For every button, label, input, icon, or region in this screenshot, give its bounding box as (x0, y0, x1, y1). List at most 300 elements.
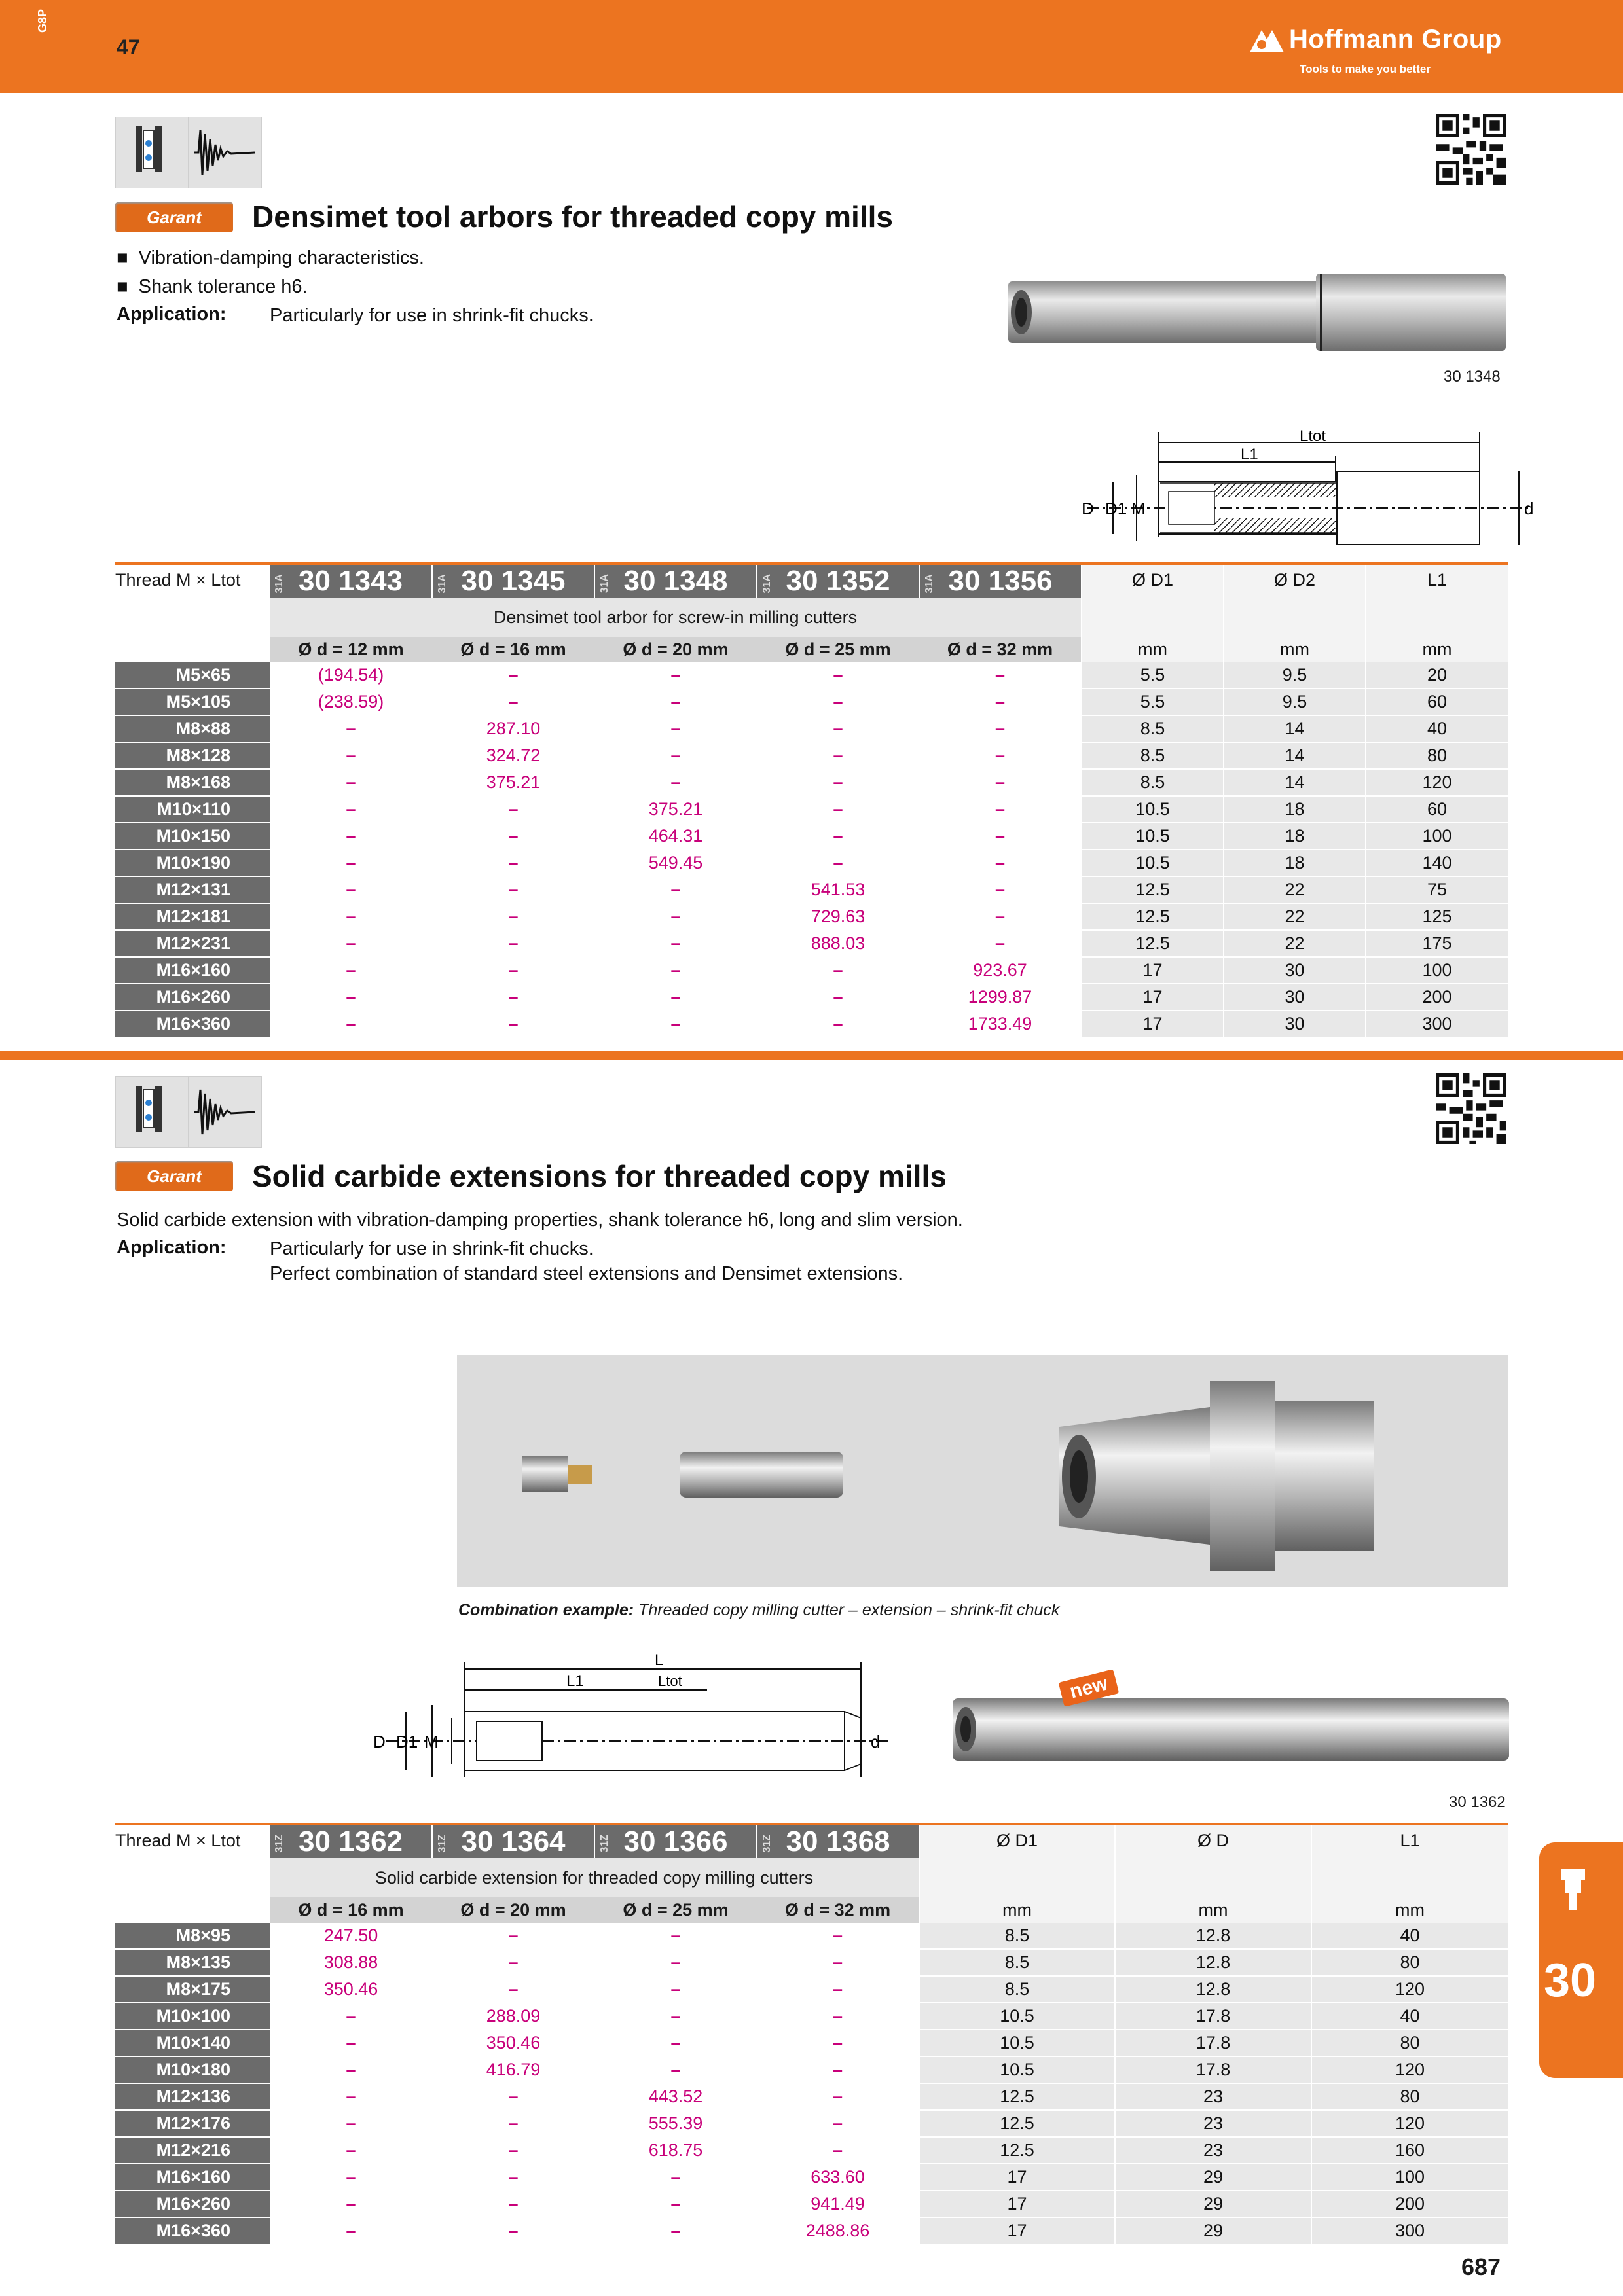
dimension-cell: 175 (1366, 930, 1508, 957)
drawing1-D: D (1082, 499, 1094, 518)
dimension-cell: 22 (1224, 876, 1366, 903)
price-cell: 464.31 (594, 823, 757, 850)
hoffmann-logo-icon (1247, 26, 1285, 55)
dimension-cell: 40 (1366, 715, 1508, 742)
table-row (115, 2137, 1508, 2164)
not-available-cell: – (270, 2191, 432, 2217)
not-available-cell: – (919, 930, 1082, 957)
dimension-cell: 120 (1311, 2056, 1508, 2083)
row-label: M8×95 (115, 1923, 270, 1949)
not-available-cell: – (757, 2083, 919, 2110)
section1-bullet1: ■ Vibration-damping characteristics. (117, 247, 424, 268)
unit-L1: mm (1366, 637, 1508, 662)
price-cell: 375.21 (432, 769, 594, 796)
row-label: M8×175 (115, 1976, 270, 2003)
drawing2-D: D (373, 1732, 386, 1751)
dimension-cell: 12.5 (1082, 930, 1224, 957)
not-available-cell: – (270, 2110, 432, 2137)
not-available-cell: – (432, 2164, 594, 2191)
table-row (115, 2164, 1508, 2191)
table-row (115, 876, 1508, 903)
not-available-cell: – (594, 662, 757, 689)
unit2-D: mm (1115, 1897, 1311, 1923)
table-row (115, 1976, 1508, 2003)
dimension-cell: 10.5 (1082, 796, 1224, 823)
qr-code-icon (1436, 114, 1506, 185)
not-available-cell: – (757, 1011, 919, 1037)
not-available-cell: – (432, 2191, 594, 2217)
diameter2-16: Ø d = 16 mm (270, 1897, 432, 1923)
qr-code-icon-2 (1436, 1073, 1506, 1144)
row-label: M12×176 (115, 2110, 270, 2137)
table-row (115, 850, 1508, 876)
table-row (115, 930, 1508, 957)
row-label: M12×216 (115, 2137, 270, 2164)
drawing1-M: M (1131, 499, 1146, 518)
not-available-cell: – (594, 876, 757, 903)
price-cell: 729.63 (757, 903, 919, 930)
unit-D1: mm (1082, 637, 1224, 662)
dimension-cell: 9.5 (1224, 689, 1366, 715)
not-available-cell: – (432, 2217, 594, 2244)
not-available-cell: – (919, 796, 1082, 823)
dimension-cell: 120 (1366, 769, 1508, 796)
row-label: M10×110 (115, 796, 270, 823)
not-available-cell: – (919, 662, 1082, 689)
dimension-cell: 14 (1224, 769, 1366, 796)
extension-image (949, 1695, 1512, 1764)
price-cell: 1299.87 (919, 984, 1082, 1011)
price-cell: 888.03 (757, 930, 919, 957)
not-available-cell: – (757, 662, 919, 689)
not-available-cell: – (270, 2056, 432, 2083)
row-label: M8×88 (115, 715, 270, 742)
not-available-cell: – (270, 823, 432, 850)
price-cell: 541.53 (757, 876, 919, 903)
not-available-cell: – (594, 2030, 757, 2056)
not-available-cell: – (432, 2110, 594, 2137)
not-available-cell: – (432, 2083, 594, 2110)
brand-logo (1247, 25, 1502, 55)
not-available-cell: – (270, 715, 432, 742)
dimension-cell: 40 (1311, 2003, 1508, 2030)
dimension-cell: 120 (1311, 2110, 1508, 2137)
dimension-cell: 12.5 (919, 2137, 1115, 2164)
table-row (115, 2030, 1508, 2056)
not-available-cell: – (432, 957, 594, 984)
dimension-cell: 200 (1366, 984, 1508, 1011)
diameter-16: Ø d = 16 mm (432, 637, 594, 662)
row-label: M8×128 (115, 742, 270, 769)
drawing1-d: d (1524, 499, 1534, 518)
arbor-technical-drawing (1074, 423, 1545, 554)
row-label: M10×150 (115, 823, 270, 850)
not-available-cell: – (757, 742, 919, 769)
not-available-cell: – (432, 823, 594, 850)
table-row (115, 2056, 1508, 2083)
not-available-cell: – (594, 2217, 757, 2244)
row-label: M12×181 (115, 903, 270, 930)
table2-subtitle: Solid carbide extension for threaded copy milling cutters (270, 1858, 919, 1897)
dim-head-D1: Ø D1 (1082, 565, 1224, 637)
table2-corner: Thread M × Ltot (115, 1831, 241, 1850)
section-divider (0, 1051, 1623, 1060)
not-available-cell: – (270, 2003, 432, 2030)
not-available-cell: – (919, 876, 1082, 903)
dimension-cell: 17 (919, 2217, 1115, 2244)
dimension-cell: 17.8 (1115, 2056, 1311, 2083)
dimension-cell: 12.5 (1082, 876, 1224, 903)
dimension-cell: 5.5 (1082, 689, 1224, 715)
table-row (115, 662, 1508, 689)
dimension-cell: 22 (1224, 930, 1366, 957)
not-available-cell: – (270, 850, 432, 876)
not-available-cell: – (270, 984, 432, 1011)
price-cell: 247.50 (270, 1923, 432, 1949)
not-available-cell: – (757, 2056, 919, 2083)
drawing1-l1: L1 (1241, 446, 1258, 463)
vibration-damping-icon-2 (189, 1076, 262, 1148)
dimension-cell: 200 (1311, 2191, 1508, 2217)
not-available-cell: – (594, 2191, 757, 2217)
not-available-cell: – (594, 930, 757, 957)
dimension-cell: 60 (1366, 796, 1508, 823)
dimension-cell: 10.5 (919, 2056, 1115, 2083)
not-available-cell: – (270, 930, 432, 957)
table-row (115, 742, 1508, 769)
dimension-cell: 30 (1224, 957, 1366, 984)
brand-name: Hoffmann Group (1289, 25, 1502, 54)
dimension-cell: 10.5 (919, 2003, 1115, 2030)
not-available-cell: – (270, 876, 432, 903)
coolant-icon-2 (115, 1076, 189, 1148)
not-available-cell: – (594, 769, 757, 796)
price-cell: 1733.49 (919, 1011, 1082, 1037)
dimension-cell: 17 (1082, 957, 1224, 984)
not-available-cell: – (270, 2164, 432, 2191)
dim-head-L1: L1 (1366, 565, 1508, 637)
table-row (115, 903, 1508, 930)
not-available-cell: – (432, 2137, 594, 2164)
dimension-cell: 300 (1311, 2217, 1508, 2244)
not-available-cell: – (270, 796, 432, 823)
dimension-cell: 8.5 (1082, 715, 1224, 742)
table-row (115, 2191, 1508, 2217)
drawing1-D1: D1 (1105, 499, 1127, 518)
article-301352: 31A 30 1352 (757, 565, 919, 598)
dimension-cell: 100 (1311, 2164, 1508, 2191)
dimension-cell: 17 (1082, 1011, 1224, 1037)
not-available-cell: – (594, 715, 757, 742)
dimension-cell: 140 (1366, 850, 1508, 876)
row-label: M16×260 (115, 2191, 270, 2217)
not-available-cell: – (757, 2003, 919, 2030)
drawing2-d: d (871, 1732, 881, 1751)
table-row (115, 1011, 1508, 1037)
dimension-cell: 80 (1311, 2030, 1508, 2056)
price-cell: 618.75 (594, 2137, 757, 2164)
not-available-cell: – (919, 715, 1082, 742)
unit-D2: mm (1224, 637, 1366, 662)
dimension-cell: 20 (1366, 662, 1508, 689)
section2-app-label: Application: (117, 1237, 227, 1258)
section1-app-label: Application: (117, 304, 227, 325)
not-available-cell: – (594, 984, 757, 1011)
image2-caption: 30 1362 (1449, 1793, 1506, 1811)
not-available-cell: – (432, 1976, 594, 2003)
diameter2-25: Ø d = 25 mm (594, 1897, 757, 1923)
dimension-cell: 300 (1366, 1011, 1508, 1037)
dimension-cell: 29 (1115, 2164, 1311, 2191)
row-label: M5×65 (115, 662, 270, 689)
dimension-cell: 17 (919, 2164, 1115, 2191)
dimension-cell: 18 (1224, 850, 1366, 876)
table-row (115, 1923, 1508, 1949)
table-row (115, 796, 1508, 823)
not-available-cell: – (432, 903, 594, 930)
unit2-D1: mm (919, 1897, 1115, 1923)
dim-head-D2: Ø D2 (1224, 565, 1366, 637)
price-cell: 308.88 (270, 1949, 432, 1976)
dimension-cell: 5.5 (1082, 662, 1224, 689)
drawing2-M: M (424, 1732, 439, 1751)
price-cell: 443.52 (594, 2083, 757, 2110)
dim2-head-L1: L1 (1311, 1825, 1508, 1897)
price-cell: 941.49 (757, 2191, 919, 2217)
table-row (115, 823, 1508, 850)
not-available-cell: – (270, 2030, 432, 2056)
drawing2-L: L (655, 1651, 664, 1669)
not-available-cell: – (757, 796, 919, 823)
not-available-cell: – (919, 742, 1082, 769)
dimension-cell: 12.5 (1082, 903, 1224, 930)
row-label: M16×360 (115, 1011, 270, 1037)
dimension-cell: 23 (1115, 2137, 1311, 2164)
table-row (115, 715, 1508, 742)
row-label: M5×105 (115, 689, 270, 715)
dimension-cell: 80 (1366, 742, 1508, 769)
dimension-cell: 29 (1115, 2191, 1311, 2217)
not-available-cell: – (757, 769, 919, 796)
not-available-cell: – (757, 2137, 919, 2164)
not-available-cell: – (757, 1976, 919, 2003)
not-available-cell: – (757, 1949, 919, 1976)
combination-example-image (457, 1355, 1508, 1587)
vibration-damping-icon (189, 117, 262, 188)
article-301343: 31A 30 1343 (270, 565, 432, 598)
section2-desc: Solid carbide extension with vibration-damping properties, shank tolerance h6, long and slim version. (117, 1210, 963, 1230)
not-available-cell: – (919, 823, 1082, 850)
dimension-cell: 8.5 (919, 1976, 1115, 2003)
table1-corner: Thread M × Ltot (115, 570, 241, 590)
article-301356: 31A 30 1356 (919, 565, 1082, 598)
not-available-cell: – (270, 903, 432, 930)
not-available-cell: – (270, 742, 432, 769)
tool-arbor-image (1002, 270, 1512, 355)
dimension-cell: 12.5 (919, 2110, 1115, 2137)
not-available-cell: – (270, 2137, 432, 2164)
table-row (115, 769, 1508, 796)
dimension-cell: 14 (1224, 742, 1366, 769)
not-available-cell: – (594, 1976, 757, 2003)
dimension-cell: 9.5 (1224, 662, 1366, 689)
not-available-cell: – (594, 957, 757, 984)
page-number-bottom: 687 (1461, 2253, 1501, 2280)
section1-title: Densimet tool arbors for threaded copy mills (252, 200, 893, 234)
not-available-cell: – (270, 1011, 432, 1037)
dimension-cell: 18 (1224, 823, 1366, 850)
article-301345: 31A 30 1345 (432, 565, 594, 598)
not-available-cell: – (919, 689, 1082, 715)
row-label: M16×260 (115, 984, 270, 1011)
dimension-cell: 12.8 (1115, 1949, 1311, 1976)
dimension-cell: 80 (1311, 1949, 1508, 1976)
price-cell: (238.59) (270, 689, 432, 715)
not-available-cell: – (594, 2056, 757, 2083)
drawing2-ltot: Ltot (658, 1673, 682, 1689)
dimension-cell: 14 (1224, 715, 1366, 742)
not-available-cell: – (432, 1949, 594, 1976)
section2-app-text1: Particularly for use in shrink-fit chucks. (270, 1238, 594, 1259)
row-label: M16×360 (115, 2217, 270, 2244)
price-cell: 350.46 (270, 1976, 432, 2003)
dimension-cell: 40 (1311, 1923, 1508, 1949)
dimension-cell: 10.5 (919, 2030, 1115, 2056)
drawing1-ltot: Ltot (1300, 427, 1326, 445)
not-available-cell: – (757, 2030, 919, 2056)
new-badge: new (1059, 1669, 1120, 1707)
row-label: M8×135 (115, 1949, 270, 1976)
price-cell: 375.21 (594, 796, 757, 823)
dimension-cell: 8.5 (919, 1949, 1115, 1976)
section1-bullet2: ■ Shank tolerance h6. (117, 276, 308, 297)
article-301368: 31Z 30 1368 (757, 1825, 919, 1858)
price-cell: 555.39 (594, 2110, 757, 2137)
dimension-cell: 100 (1366, 823, 1508, 850)
diameter2-20: Ø d = 20 mm (432, 1897, 594, 1923)
price-cell: 324.72 (432, 742, 594, 769)
not-available-cell: – (757, 2110, 919, 2137)
dimension-cell: 23 (1115, 2083, 1311, 2110)
not-available-cell: – (432, 689, 594, 715)
not-available-cell: – (432, 930, 594, 957)
not-available-cell: – (594, 1949, 757, 1976)
not-available-cell: – (594, 742, 757, 769)
row-label: M10×140 (115, 2030, 270, 2056)
table1-subtitle: Densimet tool arbor for screw-in milling cutters (270, 598, 1082, 637)
dimension-cell: 125 (1366, 903, 1508, 930)
not-available-cell: – (270, 2083, 432, 2110)
section1-app-text: Particularly for use in shrink-fit chucks. (270, 305, 594, 326)
price-cell: 416.79 (432, 2056, 594, 2083)
dimension-cell: 12.5 (919, 2083, 1115, 2110)
not-available-cell: – (432, 984, 594, 1011)
article-301364: 31Z 30 1364 (432, 1825, 594, 1858)
tool-holder-icon (1539, 1842, 1623, 1941)
page-number-top: 47 (117, 35, 140, 59)
row-label: M12×136 (115, 2083, 270, 2110)
table-row (115, 1949, 1508, 1976)
dimension-cell: 75 (1366, 876, 1508, 903)
price-cell: 549.45 (594, 850, 757, 876)
dimension-cell: 120 (1311, 1976, 1508, 2003)
dimension-cell: 17 (1082, 984, 1224, 1011)
dimension-cell: 100 (1366, 957, 1508, 984)
row-label: M10×100 (115, 2003, 270, 2030)
not-available-cell: – (594, 1011, 757, 1037)
dimension-cell: 12.8 (1115, 1976, 1311, 2003)
row-label: M12×231 (115, 930, 270, 957)
diameter-32: Ø d = 32 mm (919, 637, 1082, 662)
dimension-cell: 22 (1224, 903, 1366, 930)
not-available-cell: – (594, 689, 757, 715)
extension-technical-drawing (367, 1649, 910, 1793)
not-available-cell: – (919, 769, 1082, 796)
not-available-cell: – (757, 957, 919, 984)
not-available-cell: – (757, 689, 919, 715)
not-available-cell: – (594, 1923, 757, 1949)
row-label: M16×160 (115, 2164, 270, 2191)
table-row (115, 2110, 1508, 2137)
article-301362: 31Z 30 1362 (270, 1825, 432, 1858)
article-301348: 31A 30 1348 (594, 565, 757, 598)
not-available-cell: – (757, 1923, 919, 1949)
unit2-L1: mm (1311, 1897, 1508, 1923)
not-available-cell: – (594, 2003, 757, 2030)
not-available-cell: – (432, 876, 594, 903)
table-row (115, 2217, 1508, 2244)
not-available-cell: – (432, 1923, 594, 1949)
dim2-head-D1: Ø D1 (919, 1825, 1115, 1897)
price-cell: 287.10 (432, 715, 594, 742)
diameter-20: Ø d = 20 mm (594, 637, 757, 662)
not-available-cell: – (757, 850, 919, 876)
not-available-cell: – (757, 823, 919, 850)
table-row (115, 2083, 1508, 2110)
dimension-cell: 17 (919, 2191, 1115, 2217)
dim2-head-D: Ø D (1115, 1825, 1311, 1897)
coolant-icon (115, 117, 189, 188)
dimension-cell: 30 (1224, 984, 1366, 1011)
dimension-cell: 30 (1224, 1011, 1366, 1037)
garant-badge-2: Garant (115, 1161, 233, 1191)
table-row (115, 984, 1508, 1011)
not-available-cell: – (757, 715, 919, 742)
table2 (115, 1825, 1508, 2245)
section2-app-text2: Perfect combination of standard steel extensions and Densimet extensions. (270, 1263, 903, 1284)
not-available-cell: – (432, 796, 594, 823)
diameter-25: Ø d = 25 mm (757, 637, 919, 662)
not-available-cell: – (757, 984, 919, 1011)
not-available-cell: – (432, 662, 594, 689)
dimension-cell: 8.5 (1082, 769, 1224, 796)
not-available-cell: – (594, 903, 757, 930)
table-row (115, 689, 1508, 715)
dimension-cell: 8.5 (1082, 742, 1224, 769)
row-label: M10×180 (115, 2056, 270, 2083)
not-available-cell: – (919, 903, 1082, 930)
chapter-number: 30 (1544, 1954, 1597, 2007)
price-cell: 633.60 (757, 2164, 919, 2191)
price-cell: 288.09 (432, 2003, 594, 2030)
price-cell: 2488.86 (757, 2217, 919, 2244)
drawing2-D1: D1 (396, 1732, 418, 1751)
table-row (115, 957, 1508, 984)
combo-caption: Combination example: Threaded copy milling cutter – extension – shrink-fit chuck (458, 1601, 1060, 1619)
table1 (115, 565, 1508, 1038)
dimension-cell: 17.8 (1115, 2003, 1311, 2030)
drawing2-l1: L1 (566, 1672, 584, 1690)
